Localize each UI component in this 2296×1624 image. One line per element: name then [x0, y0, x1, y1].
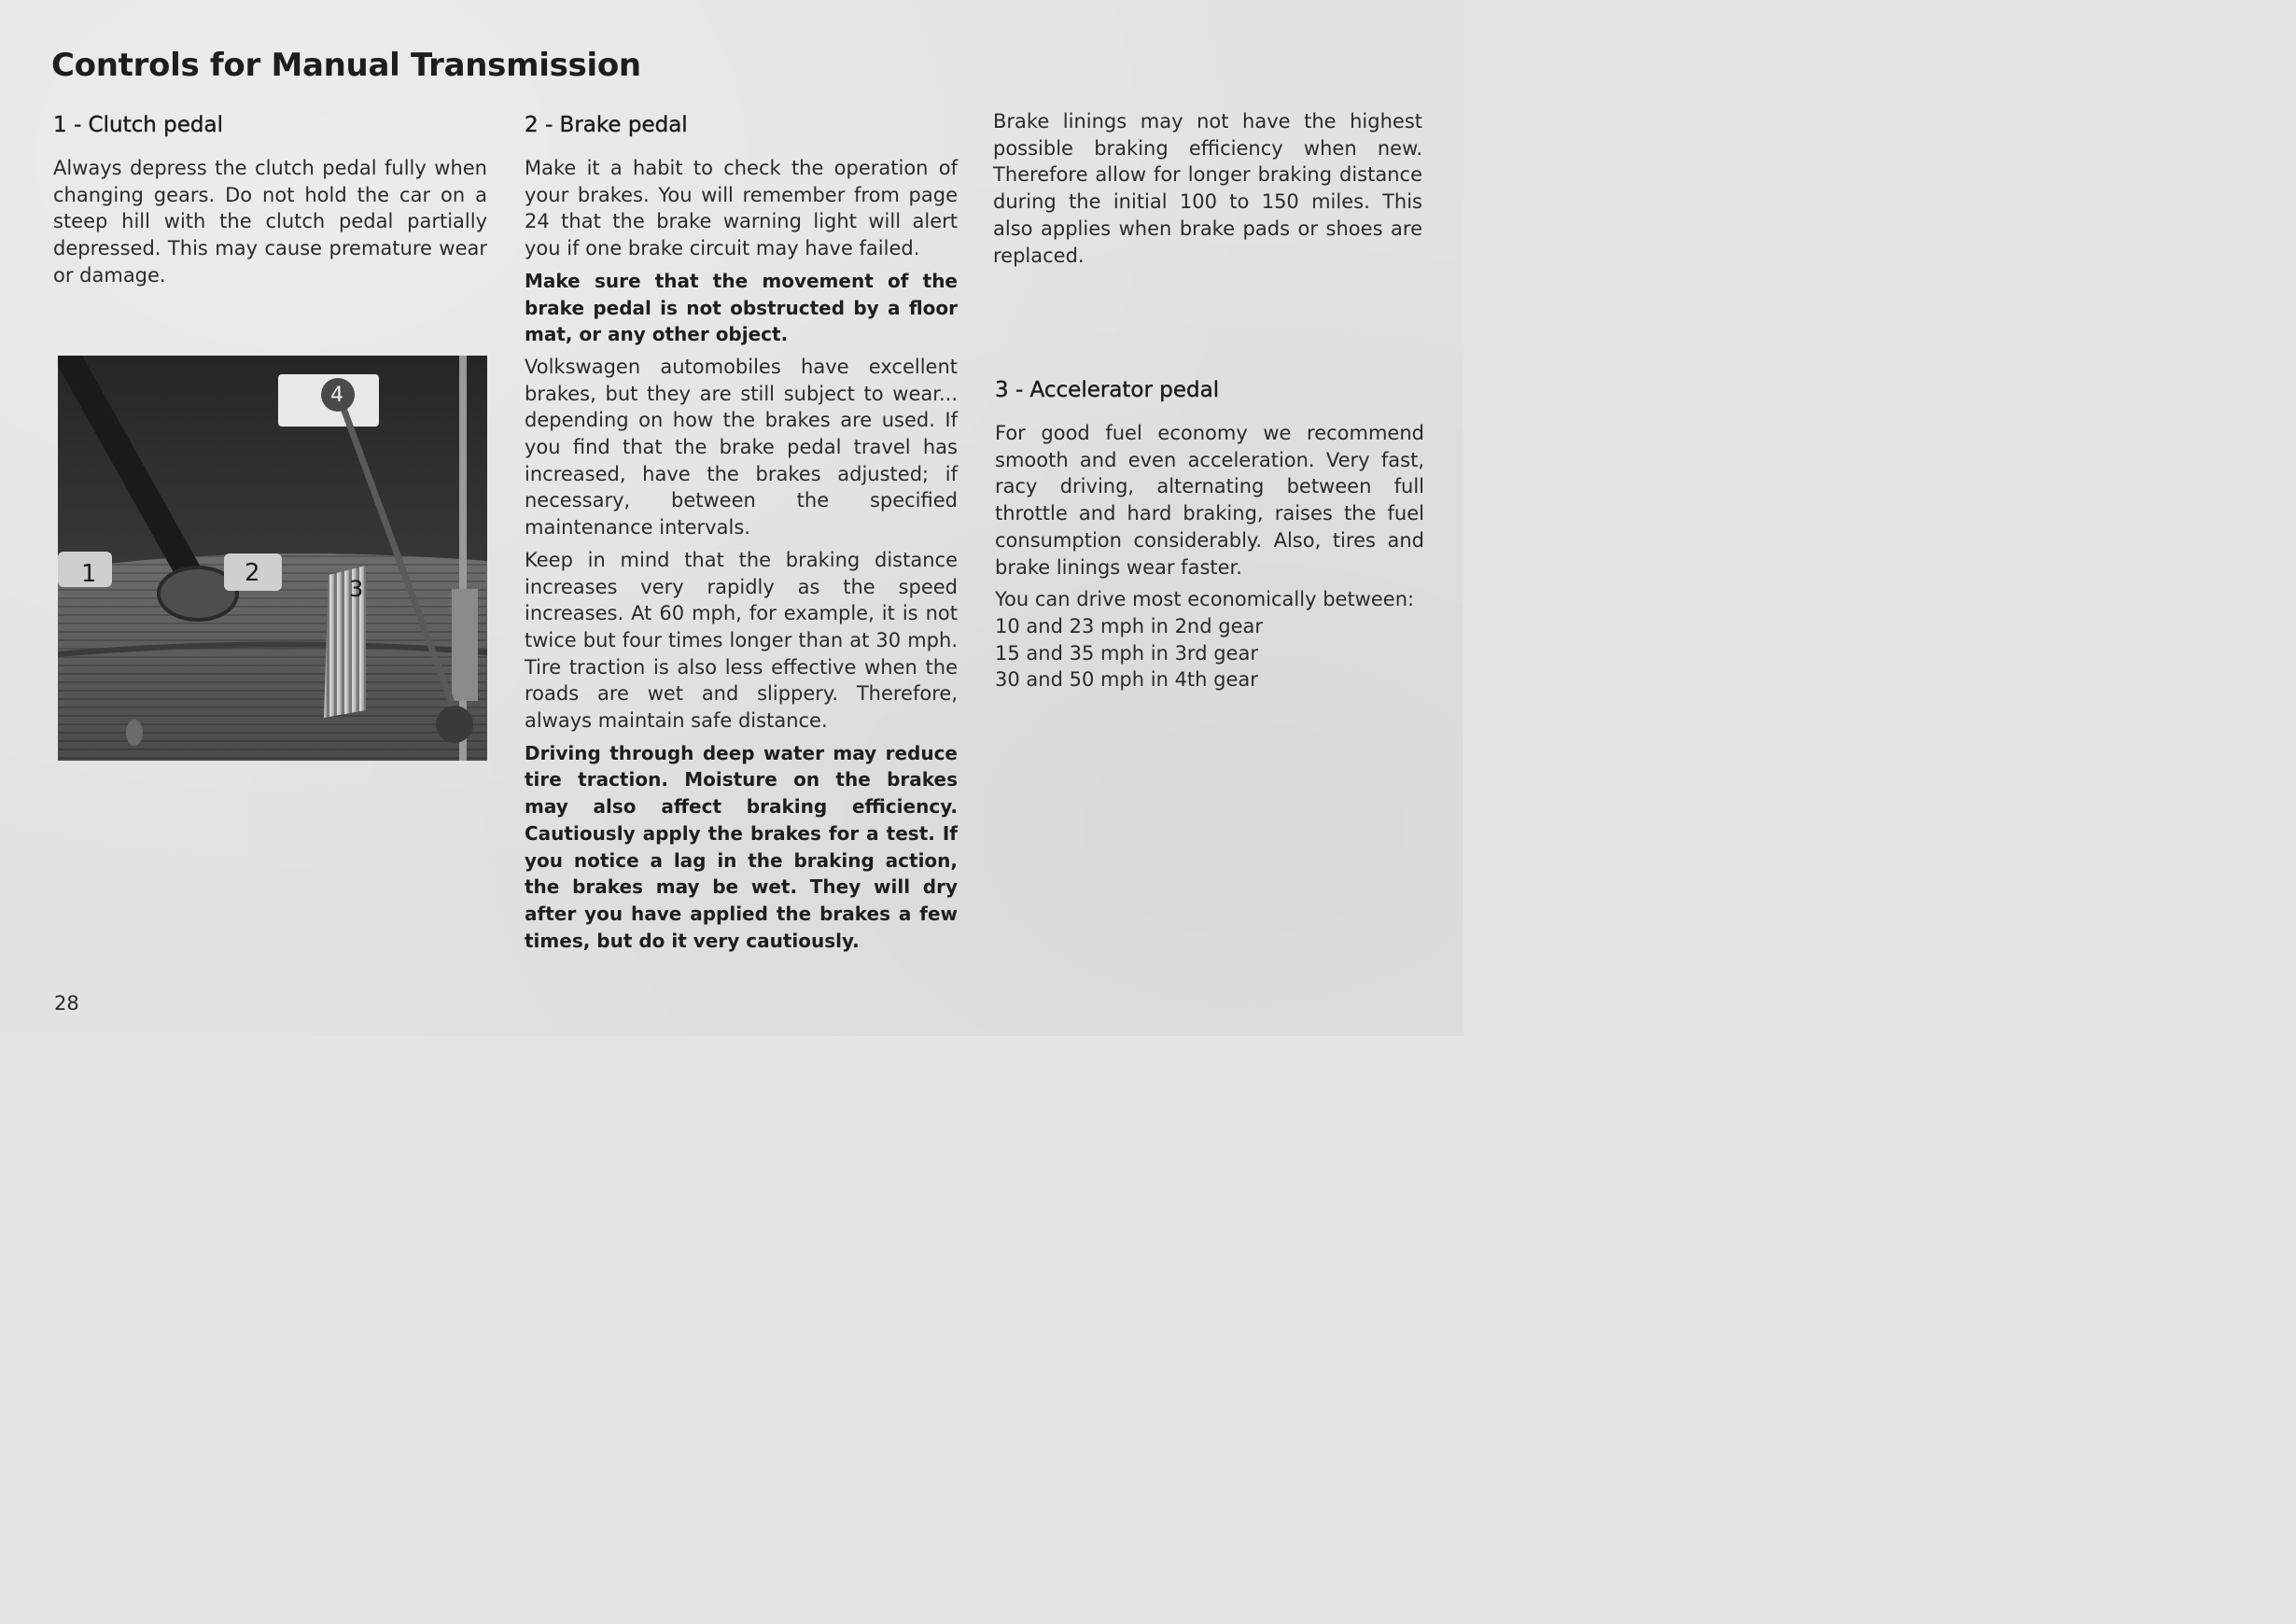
- callout-2: 2: [245, 559, 260, 587]
- gear-range-3rd: 15 and 35 mph in 3rd gear: [995, 641, 1258, 665]
- accelerator-section: [995, 373, 1424, 693]
- brake-warning-floor-mat: Make sure that the movement of the brake pedal is not obstructed by a floor mat, or any other object.: [525, 269, 958, 346]
- brake-heading: 2 - Brake pedal: [525, 113, 688, 137]
- gear-range-2nd: 10 and 23 mph in 2nd gear: [995, 614, 1263, 637]
- brake-linings-section: [993, 108, 1422, 274]
- clutch-heading: 1 - Clutch pedal: [53, 113, 223, 137]
- brake-paragraph-distance: Keep in mind that the braking distance increases very rapidly as the speed increases. At 60 mph, for example, it is not twice but four times longer than at 30 mph. Tire traction is also less effective when the roads are wet and slippery. Therefore, always maintain safe distance.: [525, 548, 958, 733]
- gear-range-4th: 30 and 50 mph in 4th gear: [995, 668, 1258, 692]
- clutch-body: Always depress the clutch pedal fully when changing gears. Do not hold the car on a steep hill with the clutch pedal partially depressed. This may cause premature wear or damage.: [53, 157, 487, 287]
- brake-linings-body: Brake linings may not have the highest possible braking efficiency when new. Therefore allow for longer braking distance during the initial 100 to 150 miles. This also applies when brake pads or shoes are replaced.: [993, 110, 1422, 267]
- brake-paragraph-1: Make it a habit to check the operation of your brakes. You will remember from page 24 that the brake warning light will alert you if one brake circuit may have failed.: [525, 157, 958, 260]
- brake-section: [525, 108, 958, 959]
- accelerator-heading: 3 - Accelerator pedal: [995, 378, 1220, 402]
- brake-paragraph-wear: Volkswagen automobiles have excellent brakes, but they are still subject to wear... depending on how the brakes are used. If you find that the brake pedal travel has increased, have the brakes adjusted; if necessary, between the specified maintenance intervals.: [525, 355, 958, 539]
- callout-3: 3: [349, 576, 364, 602]
- economy-gear-list: [995, 586, 1424, 693]
- callout-1: 1: [81, 560, 97, 588]
- callout-4: 4: [330, 384, 343, 407]
- economy-intro: You can drive most economically between:: [995, 588, 1415, 611]
- clutch-section: [53, 108, 487, 295]
- page-number: 28: [54, 992, 79, 1015]
- accelerator-paragraph-1: For good fuel economy we recommend smooth and even acceleration. Very fast, racy driving, alternating between full throttle and hard braking, raises the fuel consumption considerably. Also, tires and brake linings wear faster.: [995, 422, 1424, 579]
- pedals-photo: [58, 356, 487, 761]
- brake-warning-deep-water: Driving through deep water may reduce tire traction. Moisture on the brakes may also affect braking efficiency. Cautiously apply the brakes for a test. If you notice a lag in the braking action, the brakes may be wet. They will dry after you have applied the brakes a few times, but do it very cautiously.: [525, 741, 958, 952]
- page-title: Controls for Manual Transmission: [51, 47, 641, 84]
